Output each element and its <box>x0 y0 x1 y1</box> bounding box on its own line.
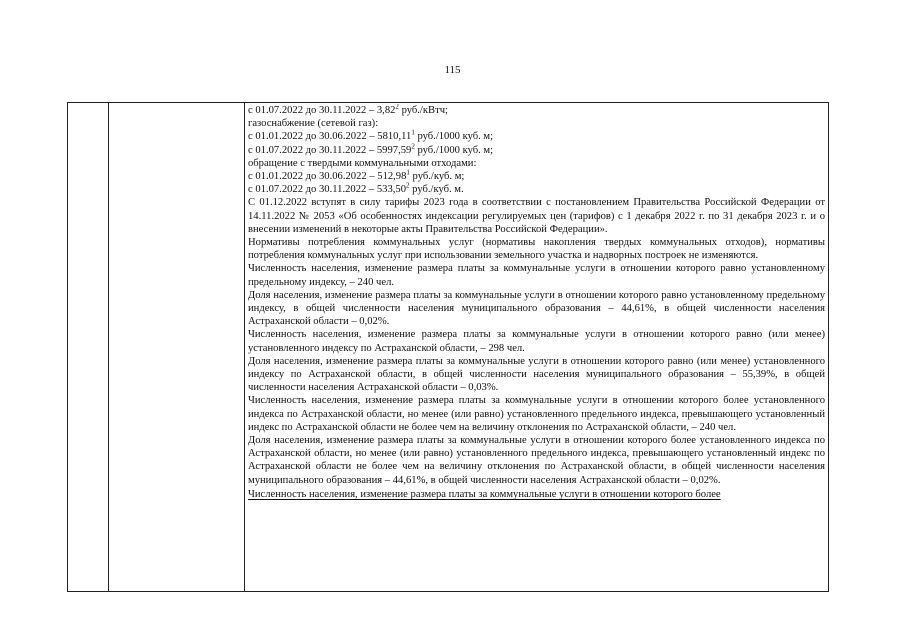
tariff-line: с 01.01.2022 до 30.06.2022 – 512,98$^1$ руб./куб. м; <box>248 168 465 183</box>
paragraph: Доля населения, изменение размера платы за коммунальные услуги в отношении которого равно (или менее) установленного индексу по Астраханской области, в общей численности населения муниципального образования – 55,39%, в общей численности населения Астраханской области – 0,03%. <box>248 355 825 394</box>
content-cell <box>248 104 825 591</box>
paragraph: Численность населения, изменение размера платы за коммунальные услуги в отношении которого более установленного индекса по Астраханской области, но менее (или равно) установленного предельного индекса, превышающего установленный индекс по Астраханской области не более чем на величину отклонения по Астраханской области, – 240 чел. <box>248 395 825 433</box>
tariff-line: газоснабжение (сетевой газ): <box>248 118 379 130</box>
tariff-line: с 01.01.2022 до 30.06.2022 – 5810,11$^1$ руб./1000 куб. м; <box>248 128 494 143</box>
tariff-line: с 01.07.2022 до 30.11.2022 – 533,50$^2$ руб./куб. м. <box>248 181 464 196</box>
tariff-line: с 01.07.2022 до 30.11.2022 – 3,82$^2$ руб./кВтч; <box>248 104 448 116</box>
page-number: 115 <box>444 64 461 76</box>
paragraph: Доля населения, изменение размера платы за коммунальные услуги в отношении которого равно установленному предельному индексу, в общей численности населения муниципального образования – 44,61%, в общей численности населения Астраханской области – 0,02%. <box>248 289 825 328</box>
content-table <box>67 102 829 592</box>
tariff-line: с 01.07.2022 до 30.11.2022 – 5997,59$^2$ руб./1000 куб. м; <box>248 142 494 156</box>
paragraph: Численность населения, изменение размера платы за коммунальные услуги в отношении которого равно (или менее) установленного индексу по Астраханской области, – 298 чел. <box>248 329 825 354</box>
paragraph: Численность населения, изменение размера платы за коммунальные услуги в отношении которого равно установленному предельному индексу, – 240 чел. <box>248 263 825 288</box>
paragraph: С 01.12.2022 вступят в силу тарифы 2023 года в соответствии с постановлением Правительства Российской Федерации от 14.11.2022 № 2053 «Об особенностях индексации регулируемых цен (тарифов) с 1 декабря 2022 г. по 31 декабря 2023 г. и о внесении изменений в некоторые акты Правительства Российской Федерации». <box>248 197 825 235</box>
paragraph: Доля населения, изменение размера платы за коммунальные услуги в отношении которого более установленного индекса по Астраханской области, но менее (или равно) установленного предельного индекса, превышающего установленный индекс по Астраханской области не более чем на величину отклонения по Астраханской области, в общей численности населения муниципального образования – 44,61%, в общей численности населения Астраханской области – 0,02%. <box>248 435 825 486</box>
paragraph: Нормативы потребления коммунальных услуг (нормативы накопления твердых коммунальных отходов), нормативы потребления коммунальных услуг при использовании земельного участка и надворных построек не изменяются. <box>248 237 825 262</box>
column-divider <box>244 103 245 591</box>
tariff-line: обращение с твердыми коммунальными отходами: <box>248 157 477 169</box>
column-divider <box>108 103 109 591</box>
last-line: Численность населения, изменение размера платы за коммунальные услуги в отношении которого более <box>248 488 721 500</box>
